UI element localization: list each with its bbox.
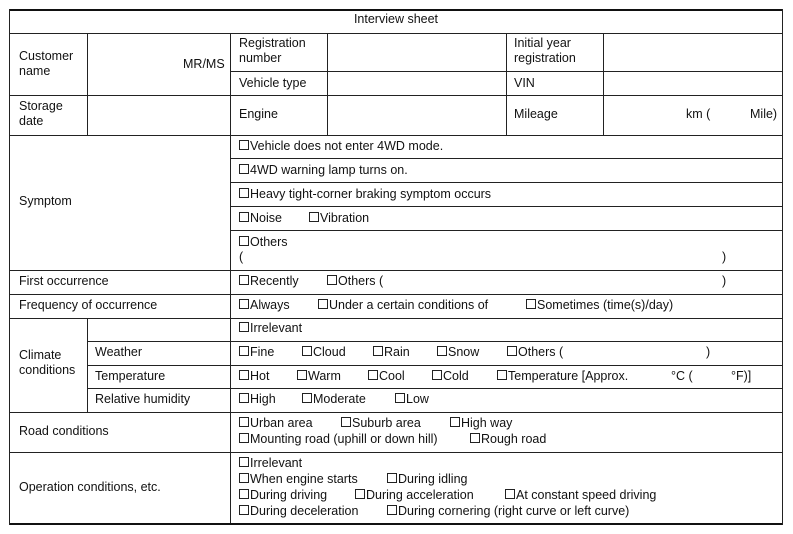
road-label: Road conditions <box>19 424 109 438</box>
temperature-warm: Warm <box>297 369 341 384</box>
checkbox[interactable] <box>239 505 249 515</box>
symptom-others-open-paren: ( <box>239 250 244 264</box>
rule <box>9 452 783 453</box>
rule <box>230 182 783 183</box>
column-rule <box>87 318 88 412</box>
operation-acceleration: During acceleration <box>355 488 474 503</box>
operation-constant-speed: At constant speed driving <box>505 488 656 503</box>
vin-label: VIN <box>514 76 535 90</box>
first-occurrence-label: First occurrence <box>19 274 109 288</box>
frequency-certain: Under a certain conditions of <box>318 298 488 313</box>
registration-number-label: Registration number <box>239 36 306 65</box>
road-mounting: Mounting road (uphill or down hill) <box>239 432 438 447</box>
column-rule <box>327 33 328 135</box>
rule <box>87 388 783 389</box>
rule <box>9 95 783 96</box>
temperature-cold: Cold <box>432 369 469 384</box>
weather-close-paren: ) <box>706 345 711 359</box>
checkbox[interactable] <box>387 473 397 483</box>
mileage-mile-label: Mile) <box>750 107 778 121</box>
checkbox[interactable] <box>387 505 397 515</box>
checkbox[interactable] <box>239 275 249 285</box>
checkbox[interactable] <box>373 346 383 356</box>
checkbox[interactable] <box>432 370 442 380</box>
operation-engine-starts: When engine starts <box>239 472 358 487</box>
column-rule <box>230 33 231 523</box>
operation-cornering: During cornering (right curve or left curve) <box>387 504 629 519</box>
road-highway: High way <box>450 416 512 431</box>
frequency-always: Always <box>239 298 290 313</box>
climate-irrelevant: Irrelevant <box>239 321 302 336</box>
symptom-tight-corner: Heavy tight-corner braking symptom occurs <box>239 187 491 202</box>
checkbox[interactable] <box>341 417 351 427</box>
checkbox[interactable] <box>395 393 405 403</box>
rule <box>230 206 783 207</box>
checkbox[interactable] <box>505 489 515 499</box>
symptom-noise: Noise <box>239 211 282 226</box>
checkbox[interactable] <box>526 299 536 309</box>
humidity-high: High <box>239 392 276 407</box>
temperature-hot: Hot <box>239 369 269 384</box>
vehicle-type-label: Vehicle type <box>239 76 307 90</box>
left-border <box>9 9 10 525</box>
checkbox[interactable] <box>327 275 337 285</box>
checkbox[interactable] <box>368 370 378 380</box>
checkbox[interactable] <box>239 236 249 246</box>
operation-deceleration: During deceleration <box>239 504 358 519</box>
weather-cloud: Cloud <box>302 345 346 360</box>
symptom-others-close-paren: ) <box>722 250 727 264</box>
checkbox[interactable] <box>437 346 447 356</box>
first-occurrence-recently: Recently <box>239 274 299 289</box>
humidity-low: Low <box>395 392 429 407</box>
humidity-moderate: Moderate <box>302 392 366 407</box>
customer-name-label: Customer name <box>19 49 74 78</box>
checkbox[interactable] <box>239 322 249 332</box>
checkbox[interactable] <box>507 346 517 356</box>
initial-year-registration-label: Initial year registration <box>514 36 576 65</box>
checkbox[interactable] <box>297 370 307 380</box>
symptom-no-4wd: Vehicle does not enter 4WD mode. <box>239 139 443 154</box>
symptom-others: Others <box>239 235 288 250</box>
frequency-label: Frequency of occurrence <box>19 298 158 312</box>
checkbox[interactable] <box>239 473 249 483</box>
road-urban: Urban area <box>239 416 313 431</box>
storage-date-label: Storage date <box>19 99 63 128</box>
symptom-vibration: Vibration <box>309 211 369 226</box>
bottom-border <box>9 523 783 525</box>
checkbox[interactable] <box>470 433 480 443</box>
symptom-warning-lamp: 4WD warning lamp turns on. <box>239 163 408 178</box>
checkbox[interactable] <box>239 433 249 443</box>
checkbox[interactable] <box>239 140 249 150</box>
road-suburb: Suburb area <box>341 416 421 431</box>
rule <box>87 365 783 366</box>
weather-snow: Snow <box>437 345 479 360</box>
weather-others: Others ( <box>507 345 563 360</box>
first-occurrence-others: Others ( <box>327 274 383 289</box>
rule <box>87 341 783 342</box>
column-rule <box>87 33 88 135</box>
checkbox[interactable] <box>497 370 507 380</box>
road-rough: Rough road <box>470 432 546 447</box>
checkbox[interactable] <box>239 188 249 198</box>
temperature-cool: Cool <box>368 369 405 384</box>
first-occurrence-close-paren: ) <box>722 274 727 288</box>
weather-rain: Rain <box>373 345 410 360</box>
operation-idling: During idling <box>387 472 467 487</box>
sheet-title: Interview sheet <box>353 12 439 26</box>
checkbox[interactable] <box>239 346 249 356</box>
mileage-label: Mileage <box>514 107 558 121</box>
rule <box>9 294 783 295</box>
checkbox[interactable] <box>239 489 249 499</box>
checkbox[interactable] <box>239 370 249 380</box>
checkbox[interactable] <box>239 299 249 309</box>
checkbox[interactable] <box>239 212 249 222</box>
mileage-km-label: km ( <box>686 107 711 121</box>
checkbox[interactable] <box>239 164 249 174</box>
checkbox[interactable] <box>302 346 312 356</box>
engine-label: Engine <box>239 107 278 121</box>
operation-label: Operation conditions, etc. <box>19 480 161 494</box>
right-border <box>782 9 783 525</box>
rule <box>230 158 783 159</box>
checkbox[interactable] <box>239 457 249 467</box>
rule <box>9 412 783 413</box>
checkbox[interactable] <box>309 212 319 222</box>
frequency-sometimes: Sometimes (time(s)/day) <box>526 298 673 313</box>
operation-irrelevant: Irrelevant <box>239 456 302 471</box>
checkbox[interactable] <box>239 393 249 403</box>
rule <box>9 33 783 34</box>
column-rule <box>506 33 507 135</box>
humidity-label: Relative humidity <box>95 392 191 406</box>
operation-driving: During driving <box>239 488 327 503</box>
rule <box>230 230 783 231</box>
temperature-label: Temperature <box>95 369 166 383</box>
temperature-fahrenheit: °F)] <box>731 369 752 383</box>
rule <box>9 318 783 319</box>
climate-label: Climate conditions <box>19 348 76 377</box>
temperature-approx: Temperature [Approx. <box>497 369 628 384</box>
checkbox[interactable] <box>318 299 328 309</box>
weather-label: Weather <box>95 345 143 359</box>
mr-ms-label: MR/MS <box>183 57 225 71</box>
rule <box>9 135 783 136</box>
symptom-label: Symptom <box>19 194 72 208</box>
checkbox[interactable] <box>302 393 312 403</box>
temperature-celsius: °C ( <box>671 369 693 383</box>
rule <box>9 270 783 271</box>
interview-sheet <box>9 9 783 525</box>
weather-fine: Fine <box>239 345 274 360</box>
checkbox[interactable] <box>239 417 249 427</box>
checkbox[interactable] <box>450 417 460 427</box>
checkbox[interactable] <box>355 489 365 499</box>
